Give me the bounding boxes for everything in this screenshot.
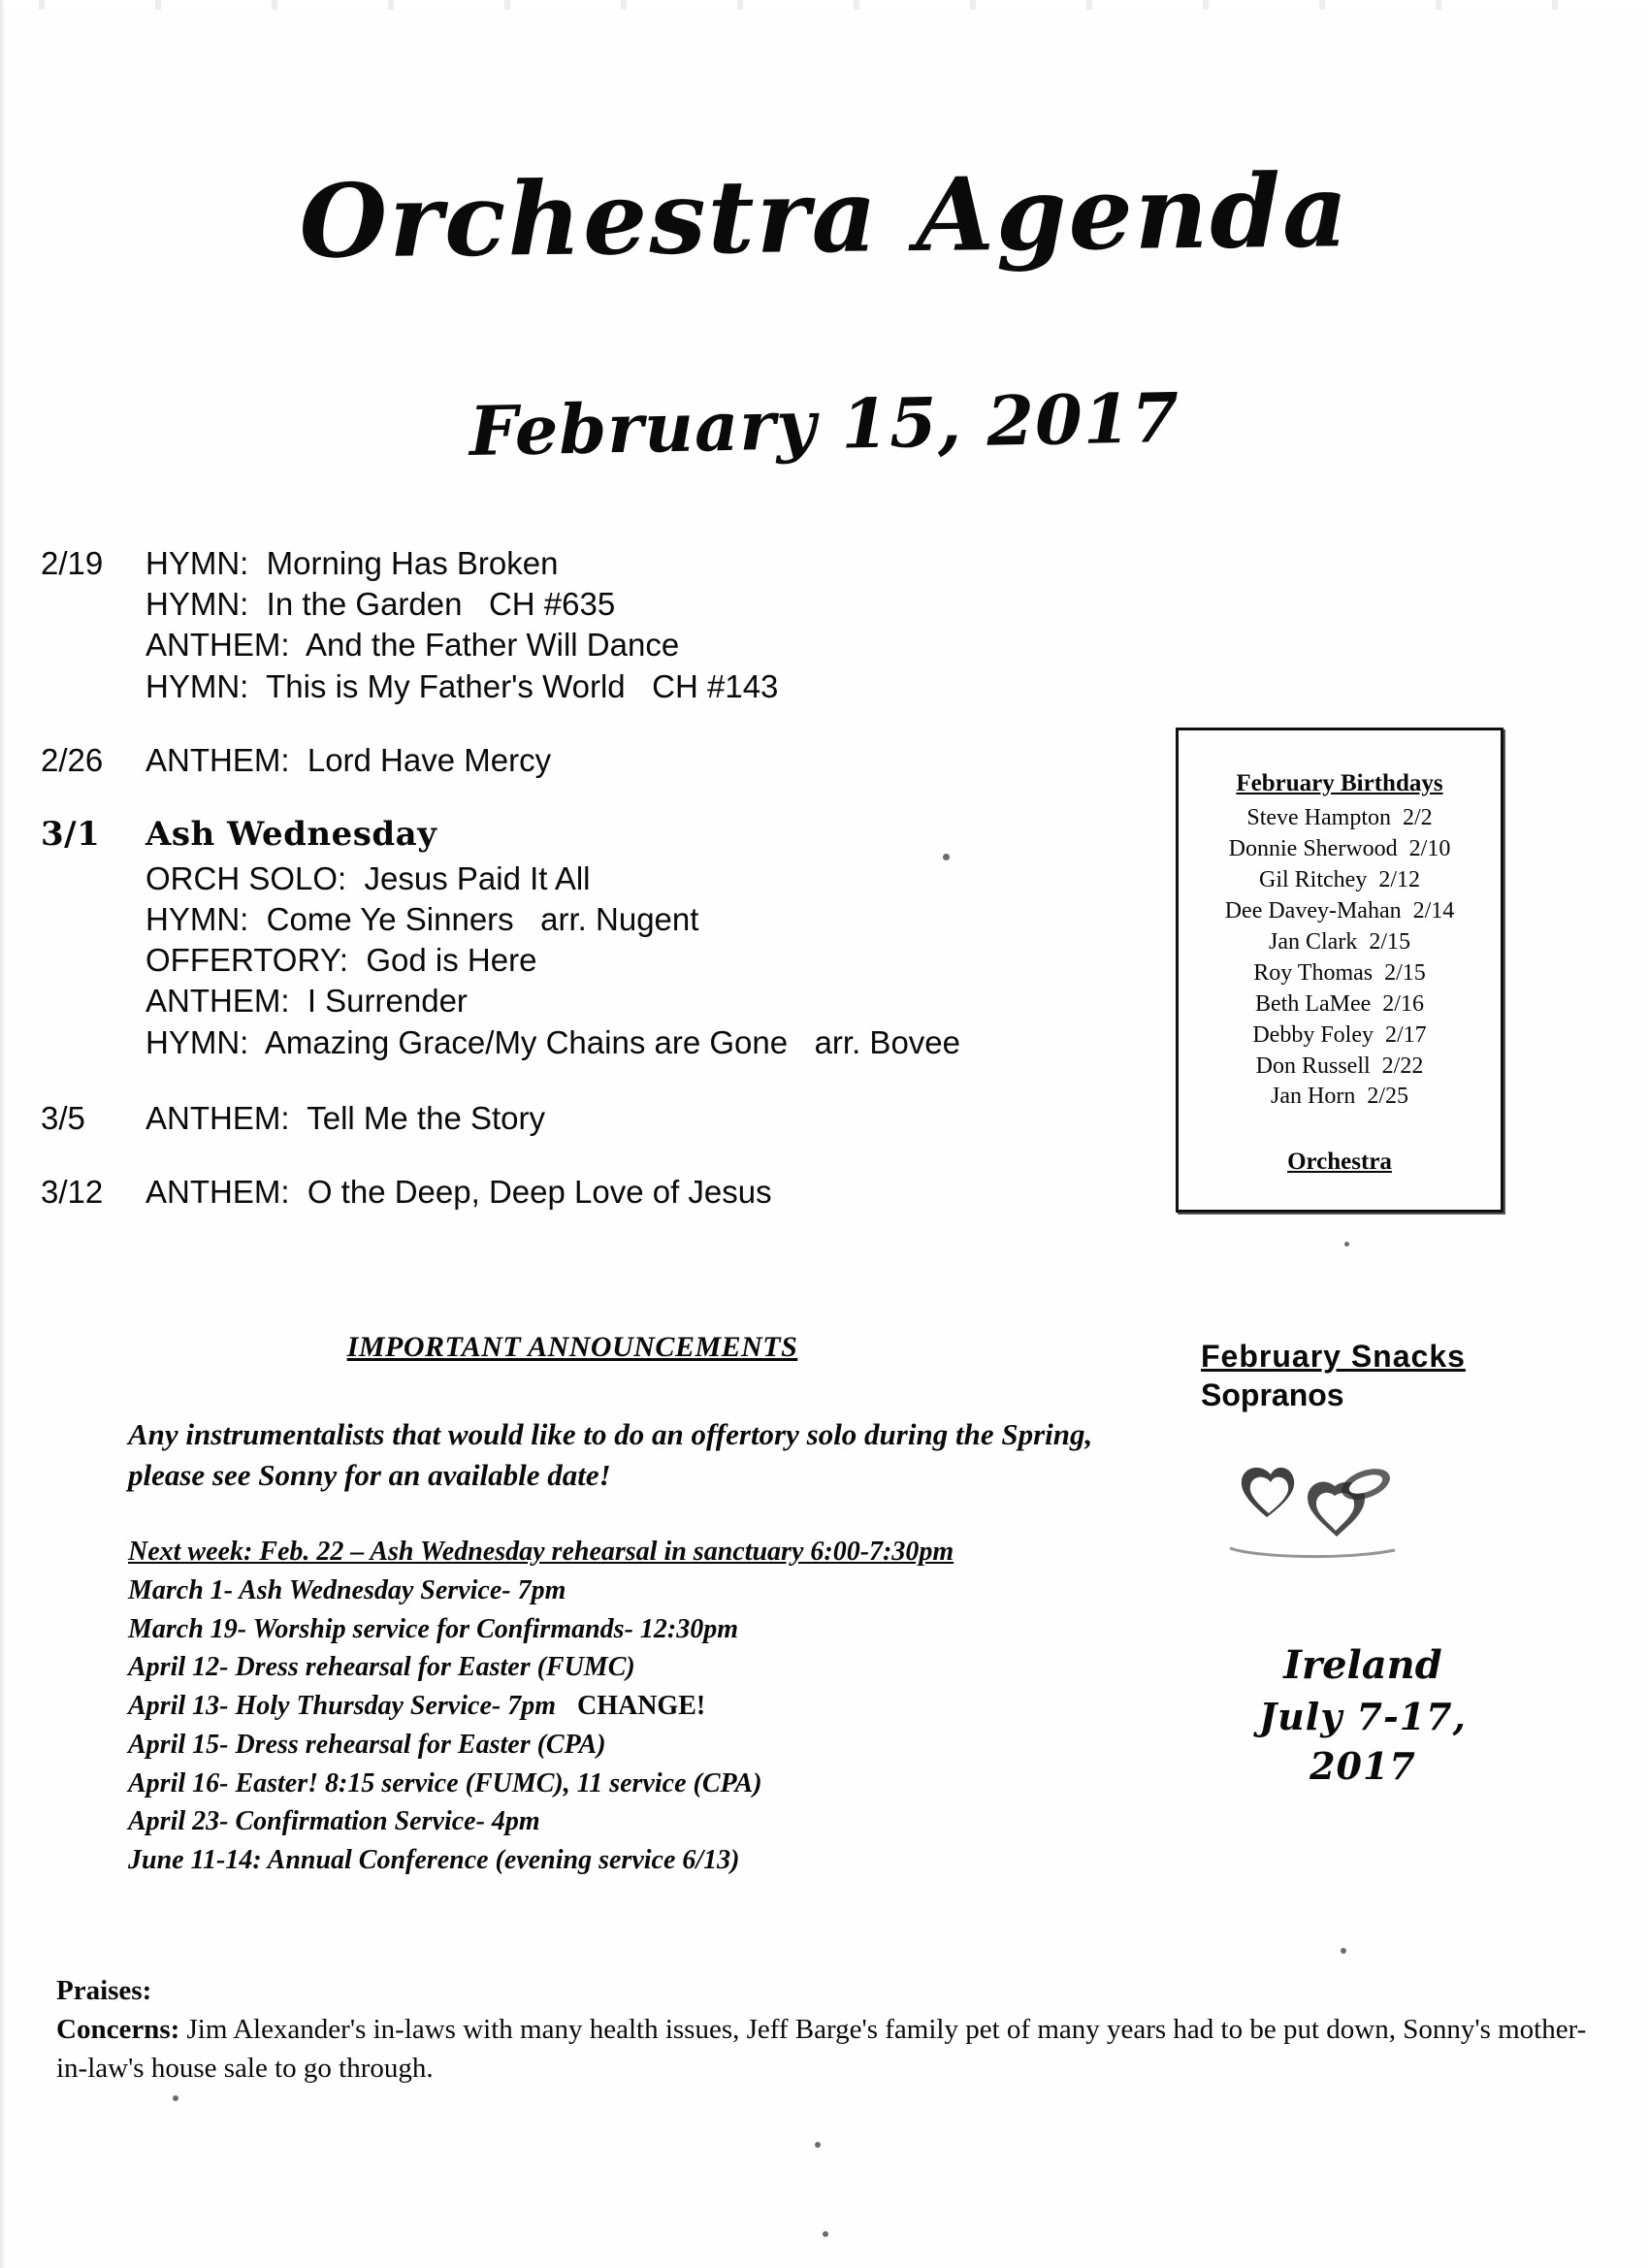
snacks-section — [1201, 1337, 1466, 1414]
announcement-item: April 15- Dress rehearsal for Easter (CPA) — [128, 1729, 606, 1760]
scan-speck — [173, 2095, 178, 2101]
snacks-group: Sopranos — [1201, 1377, 1344, 1412]
schedule-block-ash-wednesday — [41, 814, 1117, 1063]
schedule-block — [41, 1098, 1117, 1139]
birthday-entry: Beth LaMee 2/16 — [1255, 990, 1424, 1017]
scan-speck — [1344, 1242, 1349, 1247]
announcements-list — [128, 1533, 1108, 1880]
page-title: Orchestra Agenda — [298, 150, 1350, 281]
trip-announcement — [1203, 1639, 1523, 1792]
concerns-label: Concerns: — [56, 2014, 180, 2046]
schedule-line: HYMN: Morning Has Broken — [146, 545, 559, 581]
birthday-entry: Roy Thomas 2/15 — [1253, 959, 1426, 986]
birthday-entry: Gil Ritchey 2/12 — [1259, 867, 1420, 893]
praises-label: Praises: — [56, 1975, 152, 2006]
announcement-item: March 1- Ash Wednesday Service- 7pm — [128, 1574, 566, 1605]
schedule-date: 3/5 — [41, 1099, 85, 1136]
change-badge: CHANGE! — [576, 1691, 706, 1721]
schedule-block — [41, 740, 1117, 781]
announcement-item: April 12- Dress rehearsal for Easter (FUMC) — [128, 1652, 635, 1683]
schedule-line: OFFERTORY: God is Here — [146, 942, 537, 979]
announcement-item: Next week: Feb. 22 – Ash Wednesday rehearsal in sanctuary 6:00-7:30pm — [128, 1537, 954, 1567]
schedule-line: HYMN: This is My Father's World CH #143 — [146, 667, 779, 704]
schedule-lines — [146, 814, 1117, 1063]
schedule-date: 2/19 — [41, 545, 104, 581]
prayers-section — [56, 1971, 1608, 2088]
page-edge-artifact-left — [0, 0, 6, 2268]
concerns-text: Jim Alexander's in-laws with many health issues, Jeff Barge's family pet of many years had to be put down, Sonny's mother-in-law's house sale to go through. — [56, 2014, 1587, 2085]
trip-dates: July 7-17, 2017 — [1259, 1695, 1467, 1789]
snacks-heading: February Snacks — [1201, 1339, 1466, 1374]
birthday-entry: Debby Foley 2/17 — [1252, 1021, 1427, 1048]
schedule-date: 3/1 — [41, 815, 101, 855]
schedule-date: 3/12 — [41, 1174, 104, 1211]
hearts-clipart — [1220, 1455, 1405, 1570]
schedule-lines — [146, 543, 1117, 707]
scan-speck — [1341, 1948, 1346, 1954]
praises-line — [56, 1971, 1608, 2010]
page-date: February 15, 2017 — [469, 376, 1180, 472]
birthday-box-title: February Birthdays — [1236, 770, 1443, 796]
schedule-line: ANTHEM: Lord Have Mercy — [146, 741, 552, 778]
schedule-date: 2/26 — [41, 741, 104, 778]
announcements-lead: Any instrumentalists that would like to do an offertory solo during the Spring, please see Sonny for an available date! — [128, 1417, 1093, 1492]
schedule-line: ANTHEM: Tell Me the Story — [146, 1099, 546, 1136]
schedule-line: ANTHEM: O the Deep, Deep Love of Jesus — [146, 1174, 772, 1211]
birthday-box-footer: Orchestra — [1287, 1149, 1392, 1176]
scan-speck — [815, 2142, 821, 2148]
announcement-item: April 23- Confirmation Service- 4pm — [128, 1806, 540, 1837]
schedule-lines — [146, 1098, 1117, 1139]
schedule-block — [41, 1172, 1117, 1213]
birthday-entry: Don Russell 2/22 — [1255, 1053, 1424, 1079]
birthday-entry: Jan Clark 2/15 — [1269, 928, 1410, 955]
birthday-entry: Donnie Sherwood 2/10 — [1228, 836, 1451, 862]
scan-speck — [823, 2231, 828, 2237]
schedule-line: HYMN: Amazing Grace/My Chains are Gone arr. Bovee — [146, 1023, 961, 1060]
announcement-item: April 13- Holy Thursday Service- 7pm — [128, 1691, 556, 1721]
birthday-entry: Jan Horn 2/25 — [1271, 1084, 1408, 1110]
schedule-lines — [146, 1172, 1117, 1213]
schedule-lines — [146, 740, 1117, 781]
february-birthdays-box — [1176, 728, 1504, 1213]
announcements-title: IMPORTANT ANNOUNCEMENTS — [346, 1331, 798, 1363]
concerns-line — [56, 2010, 1608, 2088]
page-edge-artifact-top — [0, 0, 1649, 10]
announcement-item: March 19- Worship service for Confirmands- 12:30pm — [128, 1613, 739, 1644]
announcement-item-with-change — [128, 1687, 1108, 1726]
rehearsal-schedule — [41, 543, 1117, 1238]
schedule-heading: Ash Wednesday — [146, 815, 437, 855]
schedule-line: ORCH SOLO: Jesus Paid It All — [146, 859, 591, 896]
schedule-line: HYMN: In the Garden CH #635 — [146, 586, 616, 623]
schedule-line: ANTHEM: And the Father Will Dance — [146, 627, 680, 664]
announcement-item: June 11-14: Annual Conference (evening service 6/13) — [128, 1845, 740, 1875]
birthday-entry: Steve Hampton 2/2 — [1246, 805, 1433, 831]
birthday-entry: Dee Davey-Mahan 2/14 — [1224, 897, 1455, 923]
schedule-line: ANTHEM: I Surrender — [146, 983, 468, 1020]
trip-destination: Ireland — [1283, 1642, 1442, 1688]
schedule-line: HYMN: Come Ye Sinners arr. Nugent — [146, 900, 699, 937]
announcement-item: April 16- Easter! 8:15 service (FUMC), 11 service (CPA) — [128, 1767, 762, 1798]
schedule-block — [41, 543, 1117, 707]
